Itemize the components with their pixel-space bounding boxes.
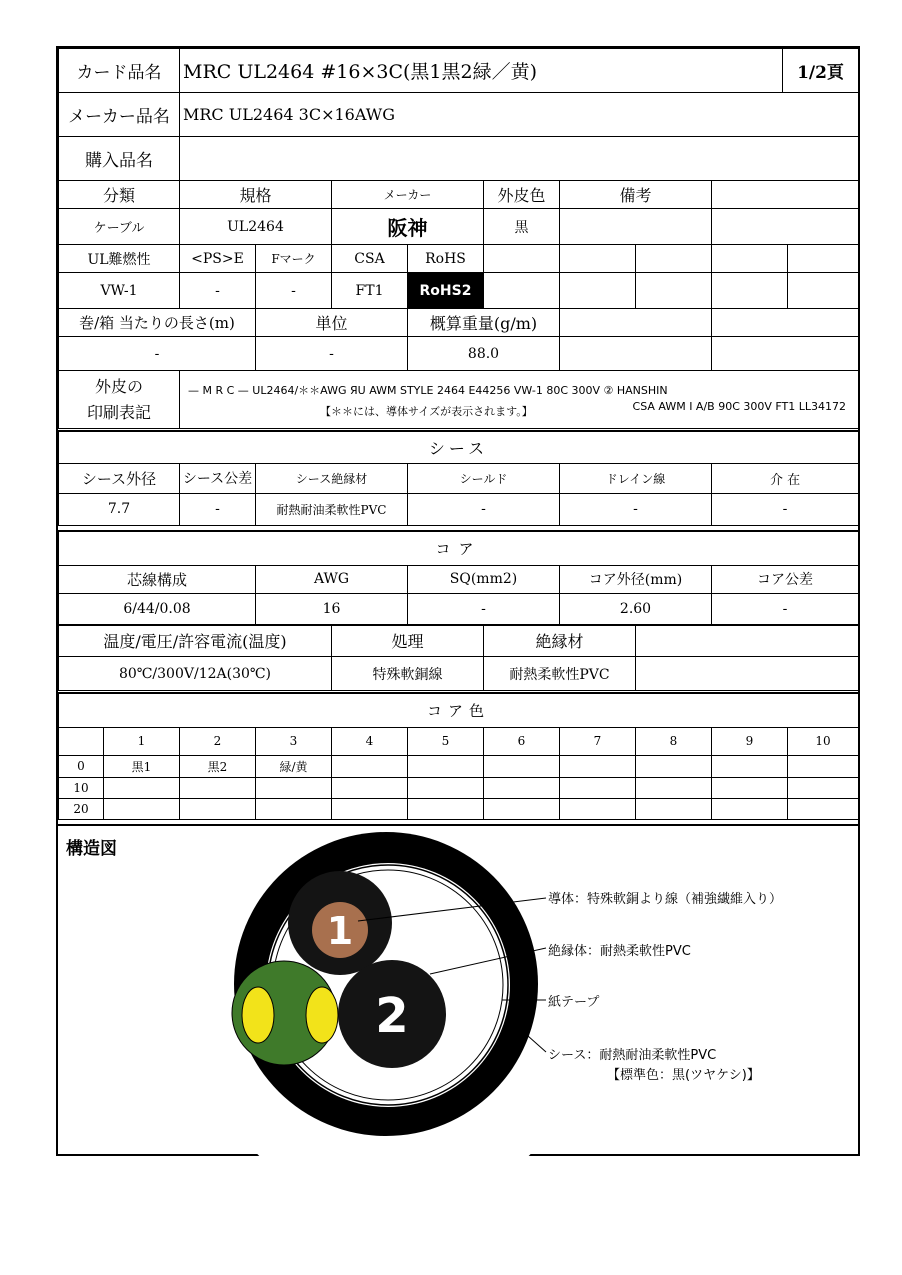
compliance-table [58,244,859,309]
sheath-header-tolerance: シース公差 [180,463,256,493]
sheath-header-shield: シールド [408,463,560,493]
compliance-header-fmark: Fマーク [256,245,332,273]
table-row [59,798,859,819]
core-color-cell: 黒1 [104,755,180,777]
class-header-maker: メーカー [332,181,484,209]
sheath-value-insulation: 耐熱耐油柔軟性PVC [256,493,408,525]
sheath-header-drain: ドレイン線 [560,463,712,493]
class-value-standard: UL2464 [180,209,332,245]
sheath-header-insulation: シース絶縁材 [256,463,408,493]
core-color-col-9: 9 [712,727,788,755]
sheath-value-filler: - [712,493,859,525]
compliance-value-fmark: - [256,273,332,309]
core-color-row-label: 10 [59,777,104,798]
sheath-value-shield: - [408,493,560,525]
structure-diagram [58,824,858,1156]
callout-tape: 紙テープ [548,995,600,1010]
compliance-value-csa: FT1 [332,273,408,309]
core-2-number: 2 [375,988,409,1044]
length-table [58,308,859,371]
class-header-category: 分類 [59,181,180,209]
core-3-stripe-right [306,987,338,1043]
table-row [59,755,859,777]
core-color-row-label: 0 [59,755,104,777]
class-value-maker: 阪神 [332,209,484,245]
unit-value: - [256,337,408,371]
core-table-2 [58,624,859,691]
class-value-category: ケーブル [59,209,180,245]
core-color-col-6: 6 [484,727,560,755]
core-1-number: 1 [326,909,354,953]
sheath-header-od: シース外径 [59,463,180,493]
callout-sheath: シース：耐熱耐油柔軟性PVC [548,1048,717,1063]
core-header-sq: SQ(mm2) [408,565,560,593]
core-value-insulation: 耐熱柔軟性PVC [484,657,636,691]
print-line1: — M R C — UL2464/＊＊AWG ЯU AWM STYLE 2464 E44256 VW-1 80C 300V ② HANSHIN [188,383,668,397]
print-table [58,370,859,429]
core-color-col-1: 1 [104,727,180,755]
card-name-value: MRC UL2464 #16×3C(黒1黒2緑／黄) [180,49,783,93]
core-color-cell: 黒2 [180,755,256,777]
class-value-jacket-color: 黒 [484,209,560,245]
header-table [58,48,859,93]
compliance-header-rohs: RoHS [408,245,484,273]
core-color-col-10: 10 [788,727,859,755]
length-value: - [59,337,256,371]
purchase-name-value [180,137,859,181]
sheath-value-drain: - [560,493,712,525]
core-value-rating: 80℃/300V/12A(30℃) [59,657,332,691]
core-value-sq: - [408,593,560,625]
compliance-header-csa: CSA [332,245,408,273]
sheath-header-filler: 介 在 [712,463,859,493]
core-color-row-label: 20 [59,798,104,819]
sheath-value-tolerance: - [180,493,256,525]
page-number: 1/2頁 [783,49,859,93]
core-color-col-5: 5 [408,727,484,755]
core-color-col-4: 4 [332,727,408,755]
compliance-value-ul: VW-1 [59,273,180,309]
core-color-col-3: 3 [256,727,332,755]
compliance-header-ul: UL難燃性 [59,245,180,273]
print-line2-right: CSA AWM I A/B 90C 300V FT1 LL34172 [632,399,846,413]
maker-name-label: メーカー品名 [59,93,180,137]
core-value-awg: 16 [256,593,408,625]
core-header-tolerance: コア公差 [712,565,859,593]
core-value-strand: 6/44/0.08 [59,593,256,625]
compliance-value-pse: - [180,273,256,309]
core-value-treatment: 特殊軟銅線 [332,657,484,691]
table-row [59,777,859,798]
core-value-tolerance: - [712,593,859,625]
core-color-title: コア色 [59,693,859,727]
weight-value: 88.0 [408,337,560,371]
core-title: コア [59,531,859,565]
core-3-stripe-left [242,987,274,1043]
core-color-col-7: 7 [560,727,636,755]
core-header-strand: 芯線構成 [59,565,256,593]
compliance-header-pse: <PS>E [180,245,256,273]
class-header-jacket-color: 外皮色 [484,181,560,209]
core-color-cell: 緑/黄 [256,755,332,777]
sheath-table [58,430,859,526]
spec-sheet [56,46,860,1156]
core-table [58,530,859,626]
purchase-name-label: 購入品名 [59,137,180,181]
sheath-value-od: 7.7 [59,493,180,525]
class-header-standard: 規格 [180,181,332,209]
length-header: 巻/箱 当たりの長さ(m) [59,309,256,337]
core-color-col-2: 2 [180,727,256,755]
core-header-rating: 温度/電圧/許容電流(温度) [59,625,332,657]
callout-insulation: 絶縁体：耐熱柔軟性PVC [548,944,691,959]
card-name-label: カード品名 [59,49,180,93]
sheath-title: シース [59,431,859,463]
core-header-treatment: 処理 [332,625,484,657]
core-color-col-8: 8 [636,727,712,755]
core-value-od: 2.60 [560,593,712,625]
print-label-line2: 印刷表記 [86,402,151,422]
maker-table [58,92,859,181]
core-header-od: コア外径(mm) [560,565,712,593]
core-color-table [58,692,859,820]
weight-header: 概算重量(g/m) [408,309,560,337]
callout-conductor: 導体：特殊軟銅より線（補強繊維入り） [548,892,783,907]
core-header-awg: AWG [256,565,408,593]
maker-name-value: MRC UL2464 3C×16AWG [180,93,859,137]
class-header-remarks: 備考 [560,181,712,209]
unit-header: 単位 [256,309,408,337]
diagram-title: 構造図 [66,839,117,859]
rohs2-badge: RoHS2 [408,273,484,309]
print-note: 【＊＊には、導体サイズが表示されます。】 [320,404,533,418]
print-label-line1: 外皮の [94,376,143,396]
classification-table [58,180,859,245]
cable-cross-section [58,826,858,1156]
callout-sheath-color: 【標準色：黒(ツヤケシ)】 [607,1068,760,1083]
core-header-insulation: 絶縁材 [484,625,636,657]
